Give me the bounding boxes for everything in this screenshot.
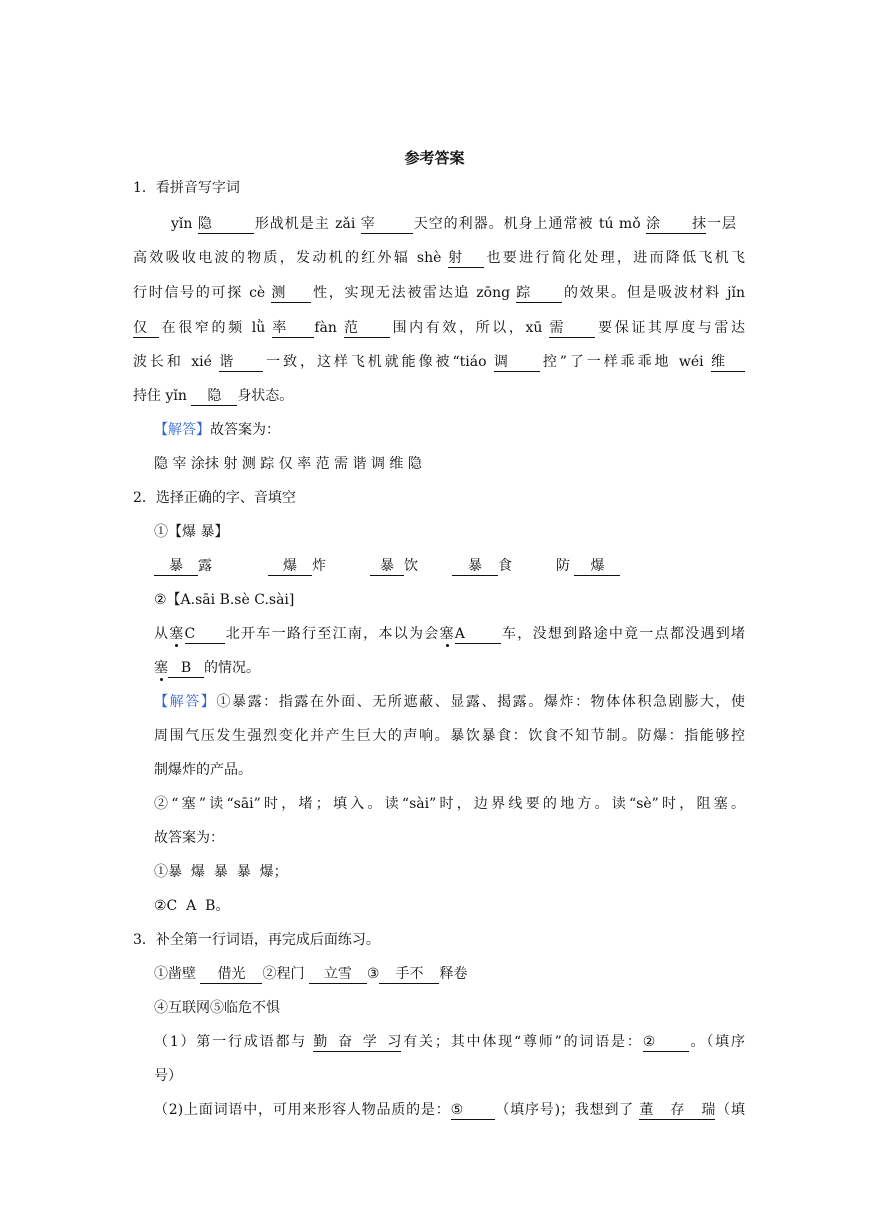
answer-blank: 谐 <box>219 353 263 372</box>
q1-line <box>171 213 736 235</box>
jieda-tag: 【解答】 <box>154 694 217 710</box>
answer-blank: 董存瑞 <box>639 1102 716 1118</box>
answer-blank: B <box>168 659 204 678</box>
dotted-char: 塞 <box>439 626 455 642</box>
text-segment: 要保证其厚度与雷达 <box>595 320 746 336</box>
answer-blank: A <box>455 625 501 644</box>
answer-blank: 勤奋学习 <box>313 1034 402 1050</box>
text-segment: 一层 <box>706 216 737 232</box>
text-segment: 行时信号的可探 cè <box>133 285 272 301</box>
q1-line <box>133 385 745 407</box>
explain-text: ①暴露：指露在外面、无所遮蔽、显露、揭露。爆炸：物体体积急剧膨大，使 <box>216 694 746 710</box>
dotted-char: 塞 <box>154 660 168 676</box>
q3-sub: 号） <box>154 1068 182 1084</box>
answer-blank: 测 <box>271 284 311 303</box>
answer-blank: 宰 <box>361 215 413 234</box>
q1-jieda <box>154 419 766 441</box>
q3-row: ④互联网⑤临危不惧 <box>154 1000 280 1016</box>
q1-line <box>133 351 745 373</box>
q2-explain: ②“塞”读“sāi”时，堵；填入。读“sài”时，边界线要的地方。读“sè”时，阻塞。 <box>154 796 745 812</box>
q3-heading: 3．补全第一行词语，再完成后面练习。 <box>133 932 380 948</box>
text-segment: 食 <box>498 558 512 574</box>
q2-explain: 故答案为： <box>154 830 224 846</box>
answer-blank: 手不 <box>379 965 439 984</box>
text-segment: 从 <box>154 626 170 642</box>
text-segment: ②程门 <box>262 966 309 982</box>
answer-blank: ② <box>643 1033 689 1052</box>
q2-part1-label: ①【爆 暴】 <box>154 524 229 540</box>
text-segment: 释卷 <box>439 966 468 982</box>
answer-blank: 仅 <box>133 319 159 338</box>
text-segment: 。（填序 <box>688 1034 745 1050</box>
answer-blank: 踪 <box>516 284 562 303</box>
page-title: 参考答案 <box>404 149 465 167</box>
q2-heading: 2．选择正确的字、音填空 <box>133 490 296 506</box>
text-segment: 围内有效，所以，xū <box>389 320 550 336</box>
jieda-tag: 【解答】 <box>154 422 210 438</box>
text-segment: 性，实现无法被雷达追 zōng <box>311 285 517 301</box>
text-segment: （填序号)；我想到了 <box>494 1102 640 1118</box>
answer-blank: 暴 <box>370 557 404 576</box>
q2-part1-items <box>154 555 766 577</box>
text-segment: 一致，这样飞机就能像被“tiáo <box>263 354 494 370</box>
text-segment: 防 <box>556 558 575 574</box>
dotted-char: 塞 <box>169 626 185 642</box>
answer-blank: 范 <box>344 319 390 338</box>
answer-blank: 率 <box>272 319 314 338</box>
text-segment: ③ <box>366 966 380 982</box>
q2-part2-line <box>154 623 745 645</box>
text-segment: 也要进行简化处理，进而降低飞机飞 <box>484 250 746 266</box>
q2-explain: 制爆炸的产品。 <box>154 762 252 778</box>
answer-blank: 立雪 <box>309 965 367 984</box>
answer-blank: 暴 <box>452 557 498 576</box>
q2-explain: 周围气压发生强烈变化并产生巨大的声响。暴饮暴食：饮食不知节制。防爆：指能够控 <box>154 728 745 744</box>
answer-blank: C <box>185 625 225 644</box>
text-segment: 控”了一样乖乖地 wéi <box>539 354 711 370</box>
answer-blank: 隐 <box>191 387 237 406</box>
q1-line <box>133 247 745 269</box>
answer-blank: 隐 <box>198 215 254 234</box>
text-segment: （2)上面词语中，可用来形容人物品质的是： <box>154 1102 451 1118</box>
answer-blank: 暴 <box>154 557 198 576</box>
answer-blank: 借光 <box>200 965 262 984</box>
text-segment: 的情况。 <box>204 660 260 676</box>
text-segment: 北开车一路行至江南，本以为会 <box>224 626 440 642</box>
q3-sub <box>154 1099 745 1121</box>
text-segment: 饮 <box>404 558 418 574</box>
text-segment: 天空的利器。机身上通常被 tú mǒ <box>412 216 647 232</box>
text-segment: 的效果。但是吸波材料 jǐn <box>562 285 745 301</box>
q1-line <box>133 282 745 304</box>
q3-sub <box>154 1031 745 1053</box>
answer-blank: 爆 <box>268 557 312 576</box>
text-segment: （1）第一行成语都与 <box>154 1034 314 1050</box>
answer-blank: 爆 <box>574 557 620 576</box>
text-segment: 有关；其中体现“尊师”的词语是： <box>401 1034 643 1050</box>
answer-blank: 涂抹 <box>646 216 707 232</box>
text-segment: ①凿壁 <box>154 966 201 982</box>
q2-answer: ①暴 爆 暴 暴 爆； <box>154 864 288 880</box>
q1-answer: 隐 宰 涂抹 射 测 踪 仅 率 范 需 谐 调 维 隐 <box>154 456 422 472</box>
text-segment: 持住 yǐn <box>133 388 192 404</box>
text-segment: 身状态。 <box>237 388 294 404</box>
q2-part2-label: ②【A.sāi B.sè C.sài] <box>154 592 295 608</box>
text-segment: 在很窄的频 lǜ <box>159 320 273 336</box>
answer-blank: 需 <box>549 319 595 338</box>
text-segment: （填 <box>715 1102 745 1118</box>
text-segment: 车，没想到路途中竟一点都没遇到堵 <box>500 626 746 642</box>
q3-row <box>154 963 766 985</box>
answer-blank: 维 <box>711 353 745 372</box>
text-segment: yǐn <box>171 216 198 232</box>
q2-answer: ②C A B。 <box>154 898 230 914</box>
text-segment: 露 <box>198 558 212 574</box>
text-segment: 高效吸收电波的物质，发动机的红外辐 shè <box>133 250 449 266</box>
text-segment: fàn <box>314 320 344 336</box>
text-segment: 波长和 xié <box>133 354 220 370</box>
answer-blank: 调 <box>494 353 540 372</box>
q1-line <box>133 317 745 339</box>
q2-part2-line <box>154 657 766 679</box>
q1-heading: 1．看拼音写字词 <box>133 180 240 196</box>
answer-blank: 射 <box>448 249 484 268</box>
text-segment: 形战机是主 zǎi <box>253 216 361 232</box>
text-segment: 炸 <box>312 558 326 574</box>
answer-blank: ⑤ <box>451 1101 495 1120</box>
q2-explain <box>154 691 745 713</box>
jieda-text: 故答案为： <box>210 422 280 438</box>
